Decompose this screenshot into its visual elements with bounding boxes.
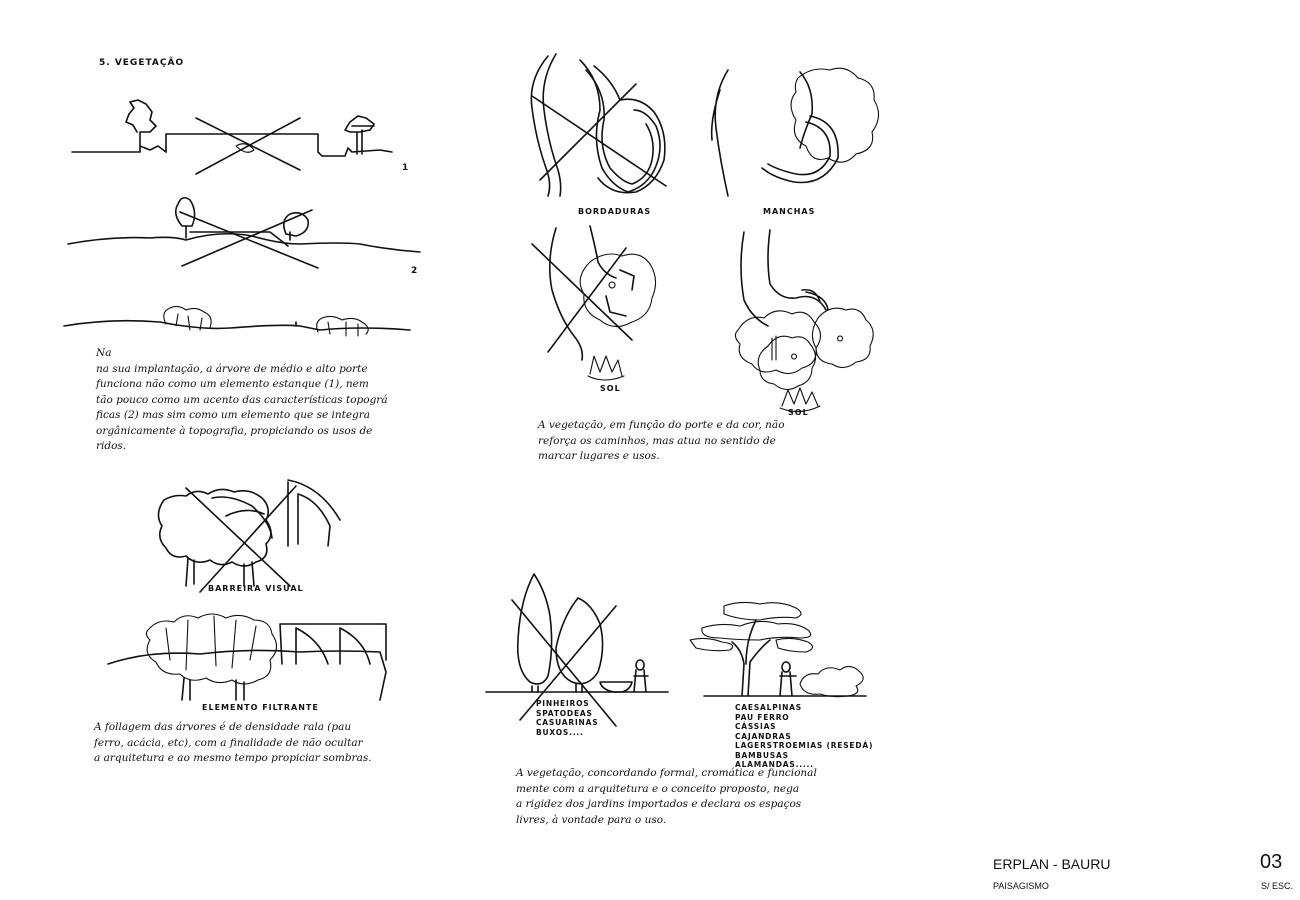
figure-shading-crossed	[532, 226, 656, 380]
title-block-subject: PAISAGISMO	[993, 881, 1049, 891]
label-borders: BORDADURAS	[578, 207, 652, 216]
title-block-project: ERPLAN - BAURU	[993, 856, 1111, 872]
figure-filter-element	[108, 614, 386, 700]
label-filter-element: ELEMENTO FILTRANTE	[202, 703, 319, 712]
figure-borders	[531, 54, 666, 196]
list-item: PINHEIROS	[536, 699, 590, 708]
title-block-sheet-number: 03	[1260, 851, 1283, 873]
figure-3-integrated-vegetation	[64, 306, 410, 336]
list-item: CAESALPINAS	[735, 703, 802, 712]
title-block-scale: S/ ESC.	[1261, 881, 1294, 891]
list-item: BAMBUSAS	[735, 750, 789, 760]
figure-visual-barrier	[158, 480, 340, 592]
label-patches: MANCHAS	[763, 207, 816, 216]
label-sun-left: SOL	[600, 384, 621, 393]
figure-number-1: 1	[402, 163, 409, 173]
list-item: LAGERSTROEMIAS (RESEDÁ)	[735, 741, 874, 750]
list-item: PAU FERRO	[735, 712, 790, 722]
right-note-places: A vegetação, em função do porte e da cor, não reforça os caminhos, mas atua no sentido de marcar lugares e usos.	[538, 419, 785, 462]
figure-shading-patches	[735, 230, 873, 412]
list-item: CAJANDRAS	[735, 731, 792, 741]
figure-patches	[712, 68, 879, 196]
list-item: ALAMANDAS.....	[735, 760, 814, 769]
figure-recommended-species	[690, 602, 866, 696]
right-note-concept: A vegetação, concordando formal, cromática e funcional mente com a arquitetura e o conceito proposto, nega a rigidez dos jardins importados e declara os espaços livres, à vontade para o uso.	[516, 767, 817, 826]
figure-1-tree-as-isolated-element	[72, 100, 392, 174]
list-item: BUXOS....	[536, 727, 584, 737]
label-sun-right: SOL	[788, 408, 809, 417]
figure-2-tree-as-topographic-accent	[68, 198, 420, 268]
list-item: CÁSSIAS	[735, 722, 777, 731]
list-item: SPATODEAS	[536, 708, 593, 718]
rejected-species-list	[536, 699, 598, 737]
label-visual-barrier: BARREIRA VISUAL	[208, 584, 304, 593]
left-note-implantation: Na na sua implantação, a árvore de médio e alto porte funciona não como um elemento estanque (1), nem tão pouco como um acento das características topográ ficas (2) mas sim como um elemento que se integra orgânicamente à topografia, propiciando os usos de ridos.	[96, 347, 388, 452]
recommended-species-list	[735, 703, 873, 770]
figure-number-2: 2	[411, 266, 418, 276]
list-item: CASUARINAS	[536, 718, 599, 727]
left-note-foliage: A follagem das árvores é de densidade rala (pau ferro, acácia, etc), com a finalidade de não ocultar a arquitetura e ao mesmo tempo propiciar sombras.	[94, 721, 372, 764]
section-title: 5. VEGETAÇÃO	[99, 58, 185, 68]
